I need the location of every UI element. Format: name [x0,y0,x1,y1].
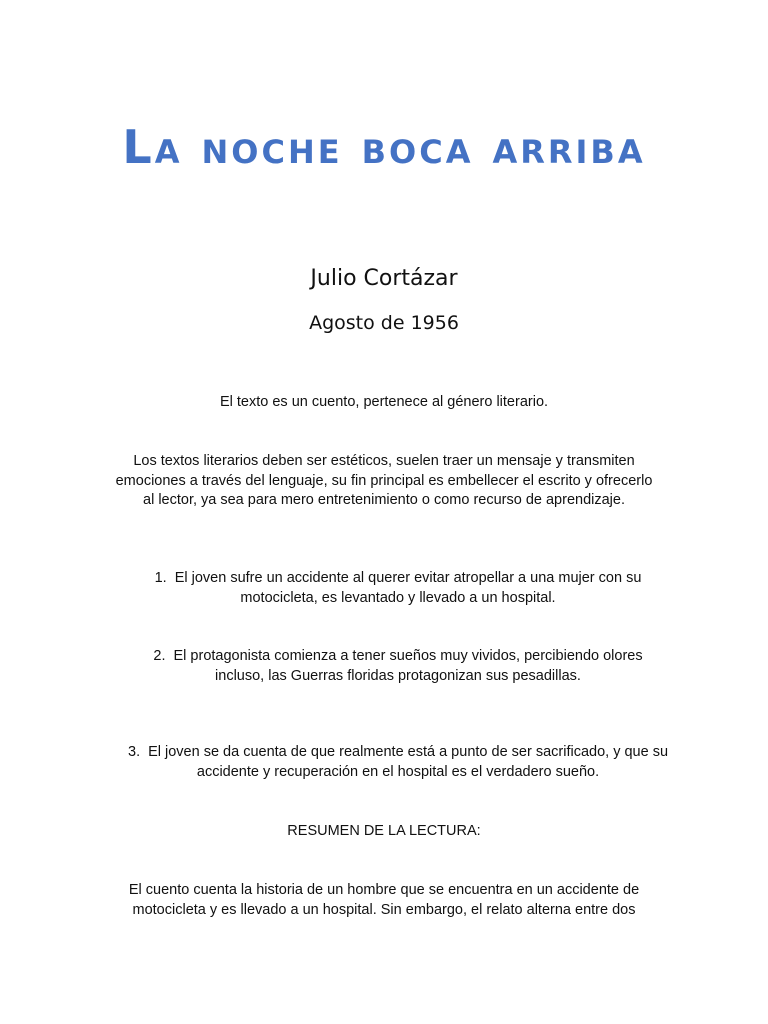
list-item [128,569,668,608]
document-date: Agosto de 1956 [309,312,459,334]
document-author: Julio Cortázar [310,266,458,291]
list-item-text: El joven sufre un accidente al querer evitar atropellar a una mujer con su motocicleta, es levantado y llevado a un hospital. [174,570,642,606]
list-item-number: 3. [128,744,141,760]
list-item-number: 2. [153,648,166,664]
list-item-number: 1. [154,570,167,586]
intro-paragraph: El texto es un cuento, pertenece al género literario. [219,394,549,410]
list-item [128,743,668,782]
list-item [128,647,668,686]
summary-paragraph: El cuento cuenta la historia de un hombre que se encuentra en un accidente de motocicleta y es llevado a un hospital. Sin embargo, el relato alterna entre dos [128,882,640,918]
summary-heading: RESUMEN DE LA LECTURA: [287,823,481,839]
list-item-text: El joven se da cuenta de que realmente está a punto de ser sacrificado, y que su accidente y recuperación en el hospital es el verdadero sueño. [148,744,669,780]
description-paragraph: Los textos literarios deben ser estéticos, suelen traer un mensaje y transmiten emociones a través del lenguaje, su fin principal es embellecer el escrito y ofrecerlo al lector, ya sea para mero entretenimiento o como recurso de aprendizaje. [115,453,653,508]
document-title: La noche boca arriba [122,120,646,174]
list-item-text: El protagonista comienza a tener sueños muy vividos, percibiendo olores incluso, las Guerras floridas protagonizan sus pesadillas. [173,648,643,684]
